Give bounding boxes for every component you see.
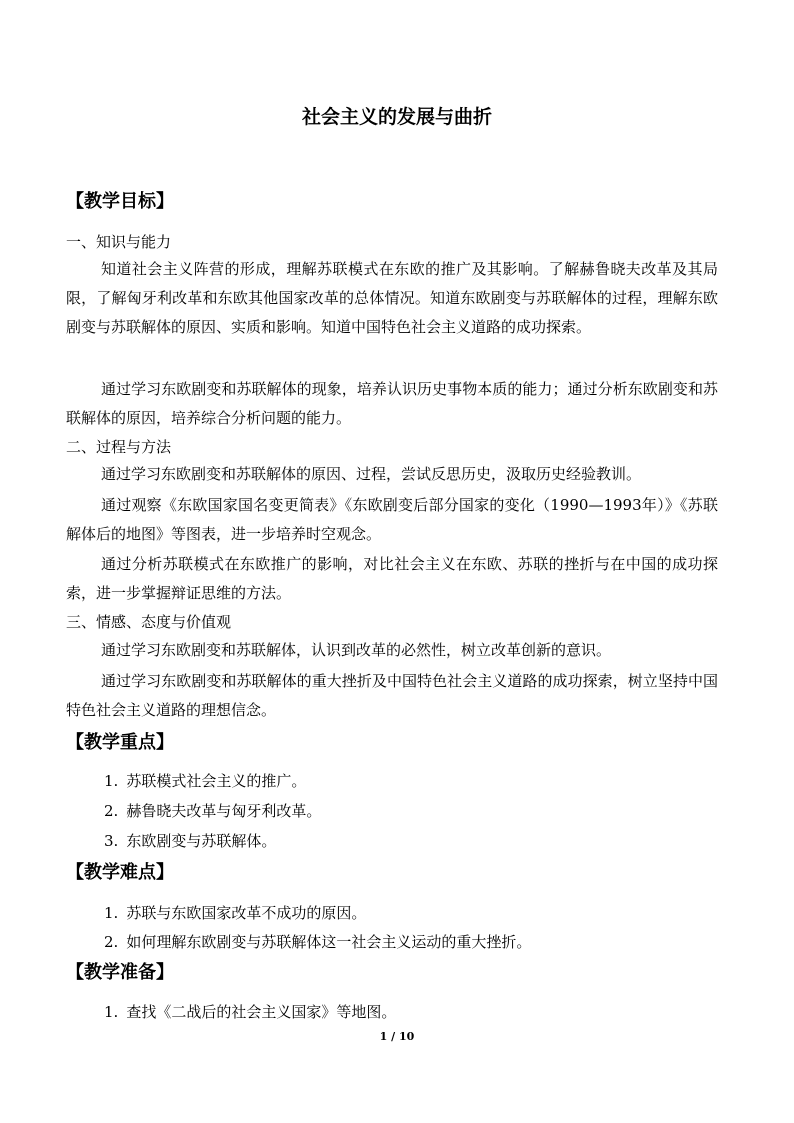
difficulty-item [104,902,366,924]
list-text: 如何理解东欧剧变与苏联解体这一社会主义运动的重大挫折。 [126,933,532,951]
paragraph-process-2: 通过观察《东欧国家国名变更简表》《东欧剧变后部分国家的变化（1990—1993年）》《苏联解体后的地图》等图表，进一步培养时空观念。 [66,496,718,543]
list-text: 查找《二战后的社会主义国家》等地图。 [126,1003,397,1021]
key-point-item [104,830,276,852]
page-number: 1 / 10 [379,1030,415,1043]
list-text: 苏联与东欧国家改革不成功的原因。 [126,904,367,922]
section-heading-difficulties: 【教学难点】 [66,862,174,883]
list-number: 1. [104,904,119,922]
list-number: 2. [104,933,119,951]
key-point-item [104,800,321,822]
list-text: 东欧剧变与苏联解体。 [126,832,277,850]
list-number: 1. [104,1003,119,1021]
key-point-item [104,770,306,792]
list-text: 苏联模式社会主义的推广。 [126,772,307,790]
subheading-values: 三、情感、态度与价值观 [66,613,232,631]
paragraph-values-2: 通过学习东欧剧变和苏联解体的重大挫折及中国特色社会主义道路的成功探索，树立坚持中国特色社会主义道路的理想信念。 [66,672,718,719]
section-heading-key-points: 【教学重点】 [66,732,174,753]
list-number: 1. [104,772,119,790]
paragraph-values-1: 通过学习东欧剧变和苏联解体，认识到改革的必然性，树立改革创新的意识。 [101,641,612,659]
paragraph-knowledge: 知道社会主义阵营的形成，理解苏联模式在东欧的推广及其影响。了解赫鲁晓夫改革及其局限，了解匈牙利改革和东欧其他国家改革的总体情况。知道东欧剧变与苏联解体的过程，理解东欧剧变与苏联解体的原因、实质和影响。知道中国特色社会主义道路的成功探索。 [66,260,718,336]
paragraph-process-3: 通过分析苏联模式在东欧推广的影响，对比社会主义在东欧、苏联的挫折与在中国的成功探索，进一步掌握辩证思维的方法。 [66,555,718,602]
difficulty-item [104,931,531,953]
subheading-knowledge: 一、知识与能力 [66,233,172,251]
page-title: 社会主义的发展与曲折 [301,106,492,128]
preparation-item [104,1001,396,1023]
list-text: 赫鲁晓夫改革与匈牙利改革。 [126,802,322,820]
paragraph-process-1: 通过学习东欧剧变和苏联解体的原因、过程，尝试反思历史，汲取历史经验教训。 [101,465,642,483]
list-number: 3. [104,832,119,850]
section-heading-preparation: 【教学准备】 [66,962,174,983]
paragraph-ability: 通过学习东欧剧变和苏联解体的现象，培养认识历史事物本质的能力；通过分析东欧剧变和苏联解体的原因，培养综合分析问题的能力。 [66,380,718,427]
list-number: 2. [104,802,119,820]
subheading-process: 二、过程与方法 [66,438,172,456]
section-heading-objectives: 【教学目标】 [66,191,174,212]
